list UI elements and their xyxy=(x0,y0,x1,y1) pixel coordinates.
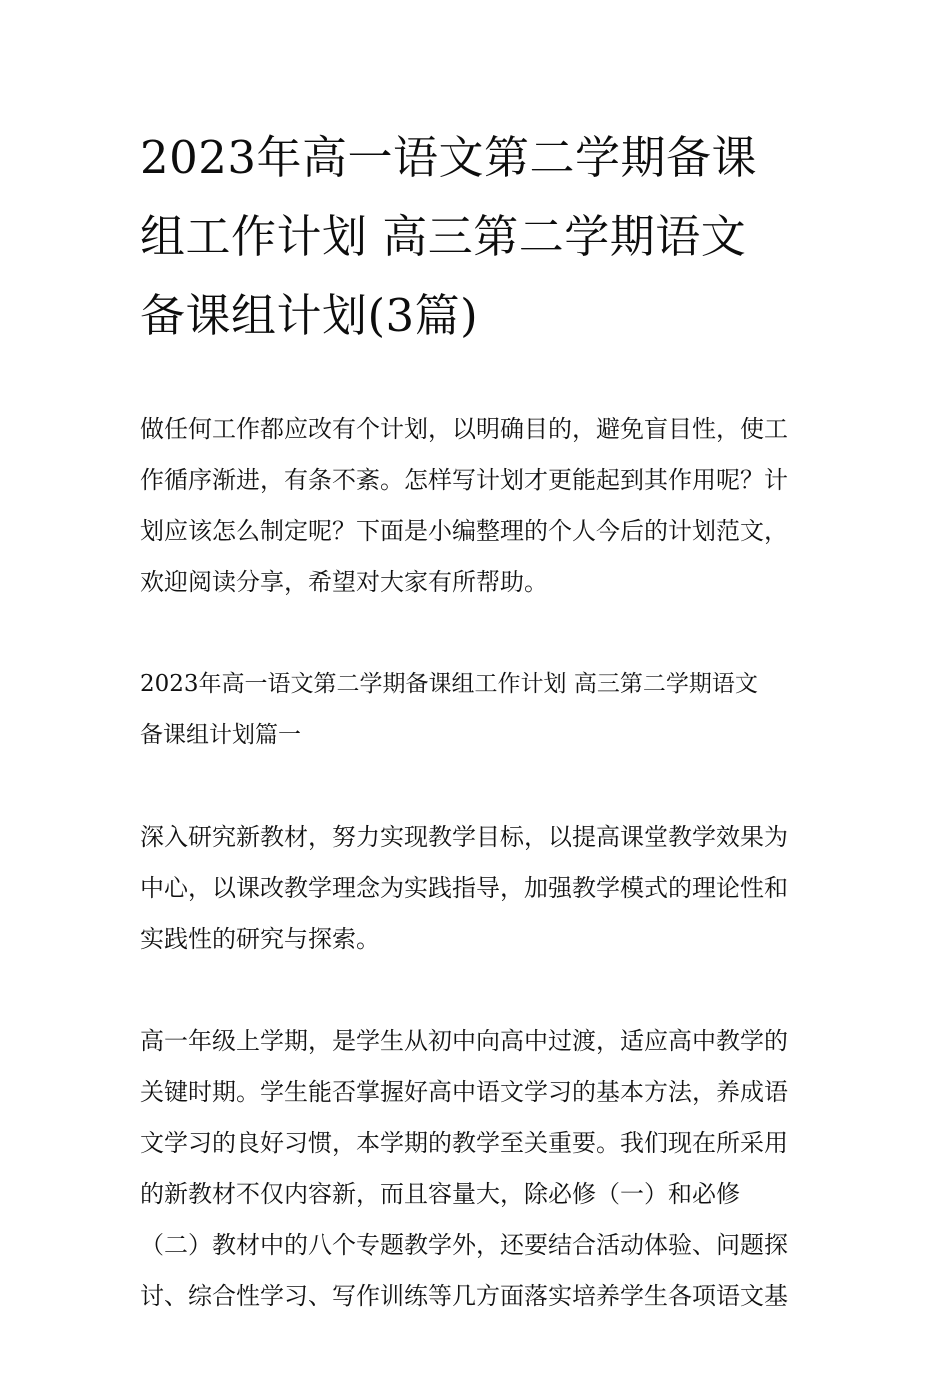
document-body xyxy=(140,353,820,1373)
body-paragraph: 高一年级上学期，是学生从初中向高中过渡，适应高中教学的 关键时期。学生能否掌握好高中语文学习的基本方法，养成语 文学习的良好习惯，本学期的教学至关重要。我们现在所采用 的新教材不仅内容新，而且容量大，除必修（一）和必修 （二）教材中的八个专题教学外，还要结合活动体验、问题探 讨、综合性学习、写作训练等几方面落实培养学生各项语文基 xyxy=(140,1027,788,1310)
intro-paragraph: 做任何工作都应改有个计划，以明确目的，避免盲目性，使工 作循序渐进，有条不紊。怎样写计划才更能起到其作用呢？计 划应该怎么制定呢？下面是小编整理的个人今后的计划范文， 欢迎阅读分享，希望对大家有所帮助。 xyxy=(140,415,788,596)
section-heading: 2023年高一语文第二学期备课组工作计划 高三第二学期语文 备课组计划篇一 xyxy=(140,671,758,748)
document-title: 2023年高一语文第二学期备课 组工作计划 高三第二学期语文 备课组计划(3篇) xyxy=(140,131,758,342)
body-paragraph: 深入研究新教材，努力实现教学目标，以提高课堂教学效果为 中心，以课改教学理念为实践指导，加强教学模式的理论性和 实践性的研究与探索。 xyxy=(140,823,788,953)
